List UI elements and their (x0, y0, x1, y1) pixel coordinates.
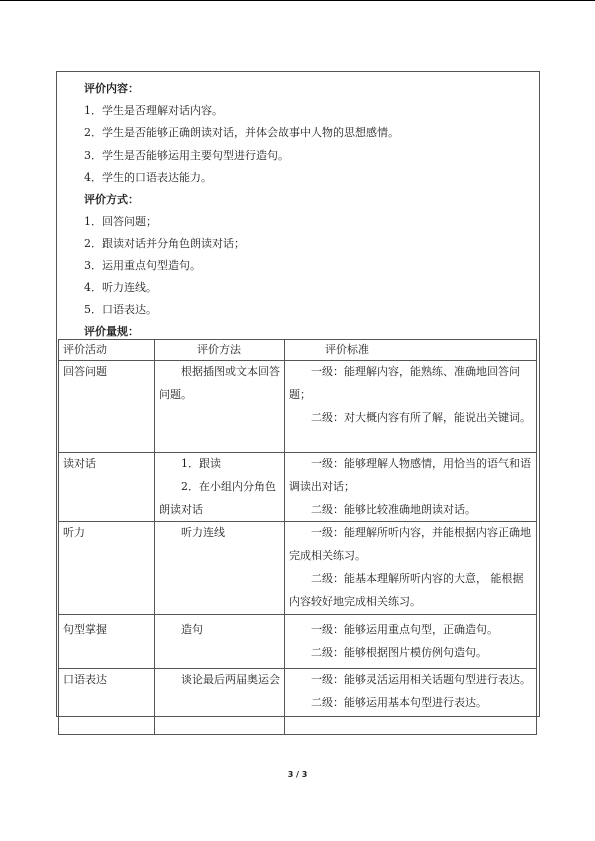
standard-level-2: 二级：能够根据图片模仿例句造句。 (311, 646, 487, 660)
method-item: 3．运用重点句型造句。 (84, 259, 201, 272)
column-header: 评价活动 (59, 340, 155, 361)
method-cell (155, 615, 285, 669)
standard-level-2: 二级：能基本理解所听内容的大意， 能根据内容较好地完成相关练习。 (289, 571, 524, 608)
method-item: 5．口语表达。 (84, 303, 157, 316)
content-item: 2．学生是否能够正确朗读对话，并体会故事中人物的思想感情。 (84, 126, 399, 139)
method-text: 2．在小组内分角色朗读对话 (159, 479, 276, 516)
table-row (59, 615, 537, 669)
table-row (59, 669, 537, 735)
activity-cell: 听力 (59, 522, 155, 615)
column-header (285, 340, 537, 361)
standard-level-1: 一级：能够理解人物感情，用恰当的语气和语调读出对话； (289, 457, 531, 493)
method-cell (155, 361, 285, 453)
table-row (59, 453, 537, 522)
standard-cell (285, 615, 537, 669)
column-header-label: 评价方法 (197, 343, 241, 356)
table-row (59, 522, 537, 615)
header-rule (0, 0, 595, 1)
method-text: 根据插图或文本回答问题。 (159, 365, 280, 401)
standard-level-2: 二级：能够运用基本句型进行表达。 (311, 696, 487, 710)
page-number: 3 / 3 (287, 770, 308, 779)
column-header-label: 评价标准 (325, 343, 369, 356)
rubric-table (58, 339, 537, 735)
table-header-row (59, 340, 537, 361)
standard-cell (285, 453, 537, 522)
method-cell (155, 522, 285, 615)
method-text: 谈论最后两届奥运会 (181, 673, 280, 687)
standard-cell (285, 522, 537, 615)
column-header (155, 340, 285, 361)
standard-level-1: 一级：能够运用重点句型，正确造句。 (311, 623, 498, 637)
standard-level-1: 一级：能理解内容，能熟练、准确地回答问题； (289, 365, 520, 401)
activity-cell: 口语表达 (59, 669, 155, 735)
standard-cell (285, 669, 537, 735)
content-item: 4．学生的口语表达能力。 (84, 171, 212, 184)
method-cell (155, 669, 285, 735)
method-item: 4．听力连线。 (84, 281, 157, 294)
standard-level-2: 二级：对大概内容有所了解，能说出关键词。 (311, 410, 531, 424)
standard-cell (285, 361, 537, 453)
method-item: 2．跟读对话并分角色朗读对话； (84, 237, 245, 250)
content-item: 3．学生是否能够运用主要句型进行造句。 (84, 149, 289, 162)
standard-level-2: 二级：能够比较准确地朗读对话。 (311, 502, 476, 516)
method-cell (155, 453, 285, 522)
method-text: 1．跟读 (181, 457, 221, 470)
standard-level-1: 一级：能理解所听内容，并能根据内容正确地完成相关练习。 (289, 526, 531, 563)
standard-level-1: 一级：能够灵活运用相关话题句型进行表达。 (311, 673, 531, 687)
table-row (59, 361, 537, 453)
method-text: 造句 (181, 623, 203, 637)
content-item: 1．学生是否理解对话内容。 (84, 104, 223, 117)
method-text: 听力连线 (181, 526, 225, 540)
method-heading: 评价方式： (84, 193, 139, 206)
activity-cell: 回答问题 (59, 361, 155, 453)
rubric-heading: 评价量规： (84, 325, 139, 338)
content-heading: 评价内容： (84, 82, 139, 95)
method-item: 1．回答问题； (84, 215, 157, 228)
activity-cell: 读对话 (59, 453, 155, 522)
activity-cell: 句型掌握 (59, 615, 155, 669)
